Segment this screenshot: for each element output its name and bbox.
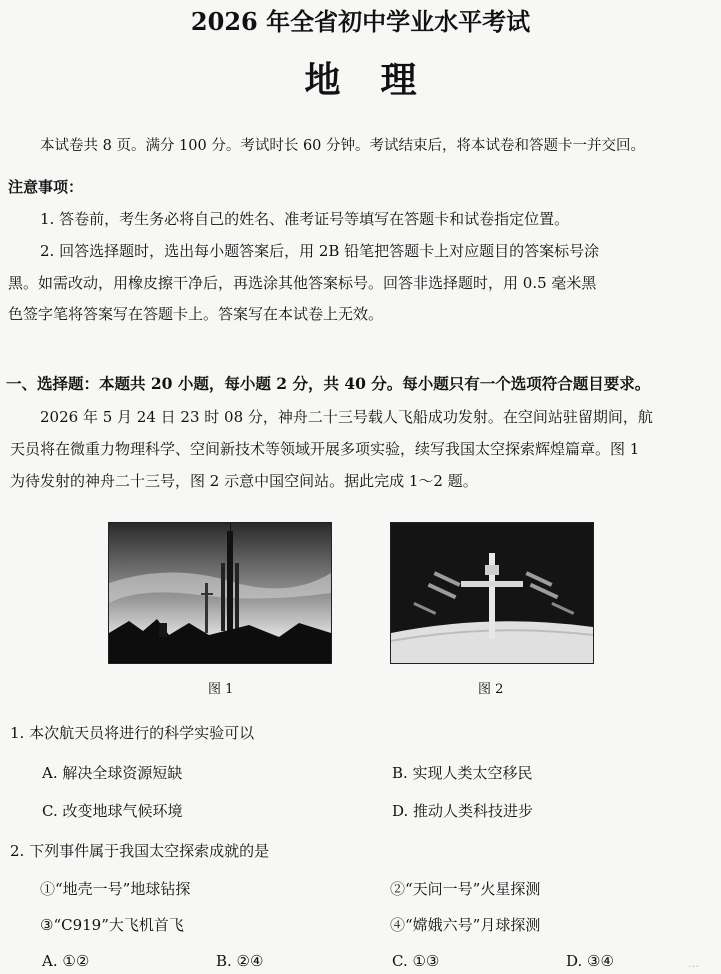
- figure-1-caption: 图 1: [208, 682, 234, 697]
- passage-line-3: 为待发射的神舟二十三号，图 2 示意中国空间站。据此完成 1～2 题。: [10, 472, 478, 490]
- question-1-option-d[interactable]: D. 推动人类科技进步: [392, 802, 534, 820]
- notice-item-2-line-3: 色签字笔将答案写在答题卡上。答案写在本试卷上无效。: [8, 305, 384, 323]
- exam-title: 2026 年全省初中学业水平考试: [190, 7, 531, 36]
- question-2-item-1: ①“地壳一号”地球钻探: [40, 880, 191, 898]
- space-station-image: [391, 523, 593, 663]
- question-2-option-b[interactable]: B. ②④: [216, 952, 264, 970]
- question-2-stem: 2. 下列事件属于我国太空探索成就的是: [10, 842, 270, 860]
- section-heading: 一、选择题：本题共 20 小题，每小题 2 分，共 40 分。每小题只有一个选项符合题目要求。: [6, 374, 651, 393]
- notice-heading: 注意事项：: [8, 178, 84, 196]
- question-2-item-3: ③“C919”大飞机首飞: [40, 916, 184, 934]
- notice-item-1: 1. 答卷前，考生务必将自己的姓名、准考证号等填写在答题卡和试卷指定位置。: [40, 210, 570, 228]
- notice-item-2-line-1: 2. 回答选择题时，选出每小题答案后，用 2B 铅笔把答题卡上对应题目的答案标号涂: [40, 242, 600, 260]
- notice-item-2-line-2: 黑。如需改动，用橡皮擦干净后，再选涂其他答案标号。回答非选择题时，用 0.5 毫米黑: [8, 274, 597, 292]
- question-2-option-d[interactable]: D. ③④: [566, 952, 614, 970]
- question-1-option-b[interactable]: B. 实现人类太空移民: [392, 764, 533, 782]
- question-1-option-c[interactable]: C. 改变地球气候环境: [42, 802, 183, 820]
- subject-title: 地理: [304, 59, 457, 101]
- exam-intro: 本试卷共 8 页。满分 100 分。考试时长 60 分钟。考试结束后，将本试卷和答题卡一并交回。: [40, 138, 646, 154]
- question-2-option-a[interactable]: A. ①②: [42, 952, 90, 970]
- passage-line-2: 天员将在微重力物理科学、空间新技术等领域开展多项实验，续写我国太空探索辉煌篇章。图 1: [10, 440, 640, 458]
- question-1-option-a[interactable]: A. 解决全球资源短缺: [42, 764, 183, 782]
- figure-1-rocket-photo: [108, 522, 332, 664]
- question-2-item-4: ④“嫦娥六号”月球探测: [390, 916, 541, 934]
- watermark: …: [688, 957, 699, 970]
- passage-line-1: 2026 年 5 月 24 日 23 时 08 分，神舟二十三号载人飞船成功发射。在空间站驻留期间，航: [40, 408, 653, 426]
- figure-2-space-station-photo: [390, 522, 594, 664]
- question-2-option-c[interactable]: C. ①③: [392, 952, 440, 970]
- question-2-item-2: ②“天问一号”火星探测: [390, 880, 541, 898]
- question-1-stem: 1. 本次航天员将进行的科学实验可以: [10, 724, 255, 742]
- figure-2-caption: 图 2: [478, 682, 504, 697]
- rocket-launch-image: [109, 523, 331, 663]
